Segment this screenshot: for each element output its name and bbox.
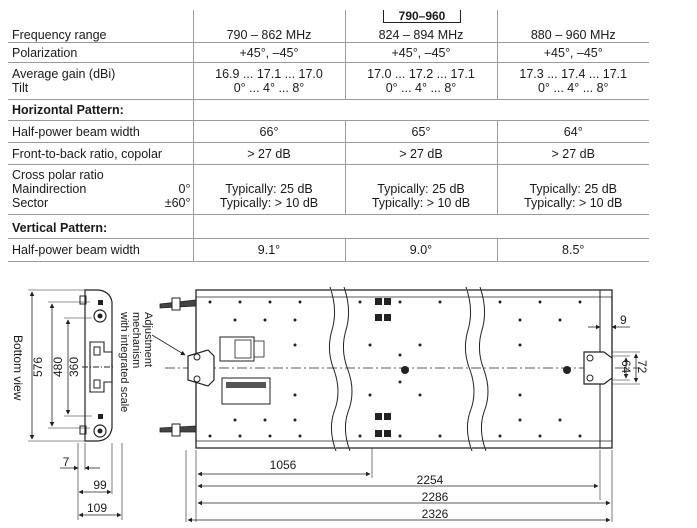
horizontal-pattern-heading: Horizontal Pattern: (8, 100, 193, 121)
front-to-back-value-3: > 27 dB (497, 143, 649, 165)
connector-pair-bottom (375, 413, 382, 420)
v-beamwidth-value-1: 9.1° (193, 239, 345, 262)
scale-box (222, 378, 270, 404)
v-beamwidth-value-2: 9.0° (345, 239, 497, 262)
dim-64: 64 (619, 360, 633, 374)
band-3-header: 880 – 960 MHz (530, 28, 616, 42)
dim-576: 576 (31, 356, 45, 378)
cross-polar-sector-2: Typically: > 10 dB (371, 196, 471, 210)
band-2-header: 824 – 894 MHz (345, 10, 497, 43)
dim-2326: 2326 (421, 507, 449, 521)
cross-polar-label: Cross polar ratio (12, 168, 104, 182)
dim-360: 360 (67, 356, 81, 378)
length-dims (186, 450, 612, 522)
v-beamwidth-value-3: 8.5° (497, 239, 649, 262)
tilt-value-1: 0° ... 4° ... 8° (233, 81, 305, 95)
tilt-label: Tilt (12, 81, 29, 95)
dim-1056: 1056 (269, 458, 297, 472)
bottom-view (11, 290, 122, 520)
h-beamwidth-value-2: 65° (345, 121, 497, 143)
h-beamwidth-value-3: 64° (497, 121, 649, 143)
cross-polar-sector-3: Typically: > 10 dB (524, 196, 623, 210)
dim-480: 480 (51, 356, 65, 378)
break-mark-2 (465, 287, 474, 451)
front-to-back-label: Front-to-back ratio, copolar (8, 143, 193, 165)
tilt-value-3: 0° ... 4° ... 8° (537, 81, 609, 95)
band-1-header: 790 – 862 MHz (193, 10, 345, 43)
front-to-back-value-2: > 27 dB (345, 143, 497, 165)
dim-72: 72 (635, 360, 649, 374)
adjustment-line-1: Adjustment (142, 312, 154, 368)
dim-99: 99 (93, 478, 107, 492)
front-to-back-value-1: > 27 dB (193, 143, 345, 165)
dim-7: 7 (62, 455, 70, 469)
bottom-view-label: Bottom view (11, 335, 25, 401)
v-beamwidth-label: Half-power beam width (8, 239, 193, 262)
dim-2286: 2286 (421, 490, 449, 504)
screw-dots (209, 301, 582, 438)
dim-2254: 2254 (416, 473, 444, 487)
gain-label: Average gain (dBi) (12, 67, 116, 81)
sector-angle: ±60° (164, 196, 191, 210)
maindirection-label: Maindirection (12, 182, 87, 196)
polarization-label: Polarization (8, 43, 193, 63)
vertical-pattern-heading: Vertical Pattern: (8, 215, 193, 239)
adjustment-label (118, 311, 185, 412)
sector-label: Sector (12, 196, 49, 210)
break-mark-1 (329, 287, 338, 451)
dim-109: 109 (86, 501, 108, 515)
tilt-value-2: 0° ... 4° ... 8° (385, 81, 457, 95)
gain-value-2: 17.0 ... 17.2 ... 17.1 (367, 67, 475, 81)
h-beamwidth-value-1: 66° (193, 121, 345, 143)
maindirection-angle: 0° (178, 182, 191, 196)
polarization-value-3: +45°, –45° (497, 43, 649, 63)
mounting-bracket-right (584, 352, 612, 384)
polarization-value-1: +45°, –45° (193, 43, 345, 63)
dim-9: 9 (620, 313, 627, 327)
h-beamwidth-label: Half-power beam width (8, 121, 193, 143)
polarization-value-2: +45°, –45° (345, 43, 497, 63)
adjustment-mechanism-box (220, 337, 254, 361)
connector-pair-top (375, 298, 382, 305)
mounting-bracket-left (188, 350, 214, 386)
antenna-plan-view (160, 287, 640, 478)
gain-value-3: 17.3 ... 17.4 ... 17.1 (519, 67, 628, 81)
cross-polar-main-1: Typically: 25 dB (225, 182, 313, 196)
band-group-marker: 790–960 (383, 10, 461, 23)
adjustment-line-3: with integrated scale (118, 312, 130, 413)
gain-value-1: 16.9 ... 17.1 ... 17.0 (215, 67, 323, 81)
cross-polar-main-2: Typically: 25 dB (377, 182, 465, 196)
cross-polar-sector-1: Typically: > 10 dB (219, 196, 319, 210)
cross-polar-main-3: Typically: 25 dB (529, 182, 618, 196)
frequency-range-label: Frequency range (8, 10, 193, 43)
adjustment-line-2: mechanism (130, 312, 142, 369)
